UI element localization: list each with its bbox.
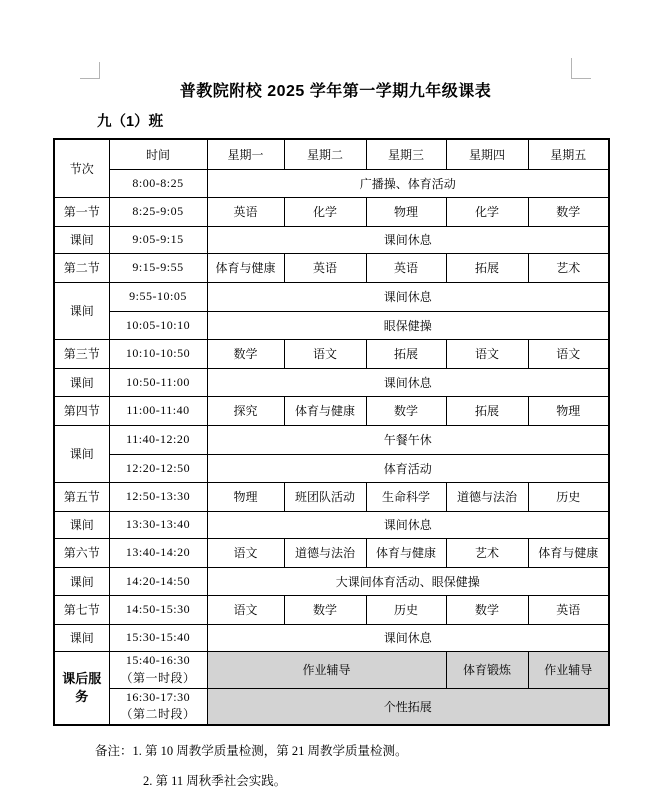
subject-cell: 化学 — [284, 197, 366, 226]
subject-cell: 数学 — [446, 595, 528, 624]
break-row — [54, 454, 609, 482]
time-cell: 15:30-15:40 — [109, 624, 207, 651]
subject-cell: 历史 — [528, 482, 609, 511]
subject-cell: 拓展 — [446, 396, 528, 425]
break-row — [54, 511, 609, 538]
activity-cell: 课间休息 — [207, 282, 609, 311]
activity-cell: 体育锻炼 — [446, 651, 528, 688]
period-row — [54, 396, 609, 425]
period-label-cell: 第四节 — [54, 396, 109, 425]
break-label-cell: 课间 — [54, 425, 109, 482]
time-cell: 10:05-10:10 — [109, 311, 207, 339]
subject-cell: 语文 — [207, 538, 284, 567]
activity-cell: 作业辅导 — [528, 651, 609, 688]
subject-cell: 道德与法治 — [446, 482, 528, 511]
subject-cell: 英语 — [528, 595, 609, 624]
subject-cell: 拓展 — [446, 253, 528, 282]
subject-cell: 道德与法治 — [284, 538, 366, 567]
subject-cell: 体育与健康 — [207, 253, 284, 282]
time-range: 15:40-16:30 — [125, 653, 191, 668]
subject-cell: 物理 — [366, 197, 446, 226]
period-label-cell: 第六节 — [54, 538, 109, 567]
subject-cell: 探究 — [207, 396, 284, 425]
subject-cell: 数学 — [528, 197, 609, 226]
day-header-tuesday: 星期二 — [284, 139, 366, 169]
period-column-header: 节次 — [54, 139, 109, 197]
day-header-friday: 星期五 — [528, 139, 609, 169]
activity-cell: 课间休息 — [207, 511, 609, 538]
day-header-monday: 星期一 — [207, 139, 284, 169]
subject-cell: 语文 — [207, 595, 284, 624]
break-label-cell: 课间 — [54, 624, 109, 651]
break-row — [54, 368, 609, 396]
time-cell: 11:00-11:40 — [109, 396, 207, 425]
activity-cell: 体育活动 — [207, 454, 609, 482]
subject-cell: 物理 — [528, 396, 609, 425]
subject-cell: 英语 — [366, 253, 446, 282]
activity-cell: 课间休息 — [207, 226, 609, 253]
subject-cell: 体育与健康 — [528, 538, 609, 567]
activity-cell: 课间休息 — [207, 624, 609, 651]
break-row — [54, 624, 609, 651]
subject-cell: 数学 — [366, 396, 446, 425]
subject-cell: 历史 — [366, 595, 446, 624]
activity-cell: 个性拓展 — [207, 688, 609, 725]
time-column-header: 时间 — [109, 139, 207, 169]
period-row — [54, 595, 609, 624]
period-row — [54, 339, 609, 368]
time-cell: 10:50-11:00 — [109, 368, 207, 396]
time-cell: 12:20-12:50 — [109, 454, 207, 482]
time-cell: 11:40-12:20 — [109, 425, 207, 454]
activity-cell: 课间休息 — [207, 368, 609, 396]
period-label-cell: 第二节 — [54, 253, 109, 282]
subject-cell: 拓展 — [366, 339, 446, 368]
class-label: 九（1）班 — [97, 114, 164, 130]
subject-cell: 艺术 — [446, 538, 528, 567]
subject-cell: 生命科学 — [366, 482, 446, 511]
break-row — [54, 282, 609, 311]
time-cell: 13:30-13:40 — [109, 511, 207, 538]
time-cell — [109, 651, 207, 688]
note-line: 备注：1. 第 10 周教学质量检测，第 21 周教学质量检测。 — [95, 744, 408, 758]
day-header-thursday: 星期四 — [446, 139, 528, 169]
activity-cell: 广播操、体育活动 — [207, 169, 609, 197]
activity-cell: 作业辅导 — [207, 651, 446, 688]
period-row — [54, 482, 609, 511]
period-label-cell: 第一节 — [54, 197, 109, 226]
day-header-wednesday: 星期三 — [366, 139, 446, 169]
subject-cell: 体育与健康 — [284, 396, 366, 425]
subject-cell: 体育与健康 — [366, 538, 446, 567]
period-row — [54, 538, 609, 567]
time-slot-name: （第一时段） — [120, 670, 196, 685]
break-label-cell: 课间 — [54, 226, 109, 253]
subject-cell: 英语 — [207, 197, 284, 226]
break-label-cell: 课间 — [54, 511, 109, 538]
period-label-cell: 第七节 — [54, 595, 109, 624]
break-row — [54, 425, 609, 454]
break-label-cell: 课间 — [54, 368, 109, 396]
notes-section — [95, 736, 408, 796]
subject-cell: 班团队活动 — [284, 482, 366, 511]
subject-cell: 语文 — [284, 339, 366, 368]
time-cell: 8:00-8:25 — [109, 169, 207, 197]
time-slot-name: （第二时段） — [120, 707, 196, 722]
time-cell: 14:20-14:50 — [109, 567, 207, 595]
subject-cell: 语文 — [446, 339, 528, 368]
subject-cell: 数学 — [207, 339, 284, 368]
break-row — [54, 226, 609, 253]
after-school-row — [54, 688, 609, 725]
activity-cell: 午餐午休 — [207, 425, 609, 454]
after-school-label-cell: 课后服务 — [54, 651, 109, 725]
time-cell: 8:25-9:05 — [109, 197, 207, 226]
time-cell: 9:55-10:05 — [109, 282, 207, 311]
subject-cell: 语文 — [528, 339, 609, 368]
subject-cell: 艺术 — [528, 253, 609, 282]
break-label-cell: 课间 — [54, 282, 109, 339]
time-cell: 12:50-13:30 — [109, 482, 207, 511]
time-range: 16:30-17:30 — [125, 689, 191, 704]
break-row — [54, 311, 609, 339]
subject-cell: 英语 — [284, 253, 366, 282]
break-label-cell: 课间 — [54, 567, 109, 595]
time-cell: 14:50-15:30 — [109, 595, 207, 624]
note-line: 2. 第 11 周秋季社会实践。 — [143, 774, 287, 788]
subject-cell: 化学 — [446, 197, 528, 226]
break-row — [54, 567, 609, 595]
activity-cell: 大课间体育活动、眼保健操 — [207, 567, 609, 595]
after-school-row — [54, 651, 609, 688]
time-cell: 13:40-14:20 — [109, 538, 207, 567]
morning-exercise-row — [54, 169, 609, 197]
margin-corner-mark-right — [571, 58, 591, 79]
page-title: 普教院附校 2025 学年第一学期九年级课表 — [179, 83, 492, 100]
period-row — [54, 253, 609, 282]
header-row — [54, 139, 609, 169]
timetable — [53, 138, 610, 726]
period-row — [54, 197, 609, 226]
period-label-cell: 第三节 — [54, 339, 109, 368]
time-cell — [109, 688, 207, 725]
subject-cell: 数学 — [284, 595, 366, 624]
margin-corner-mark-left — [80, 62, 100, 79]
time-cell: 9:15-9:55 — [109, 253, 207, 282]
time-cell: 9:05-9:15 — [109, 226, 207, 253]
period-label-cell: 第五节 — [54, 482, 109, 511]
activity-cell: 眼保健操 — [207, 311, 609, 339]
subject-cell: 物理 — [207, 482, 284, 511]
time-cell: 10:10-10:50 — [109, 339, 207, 368]
